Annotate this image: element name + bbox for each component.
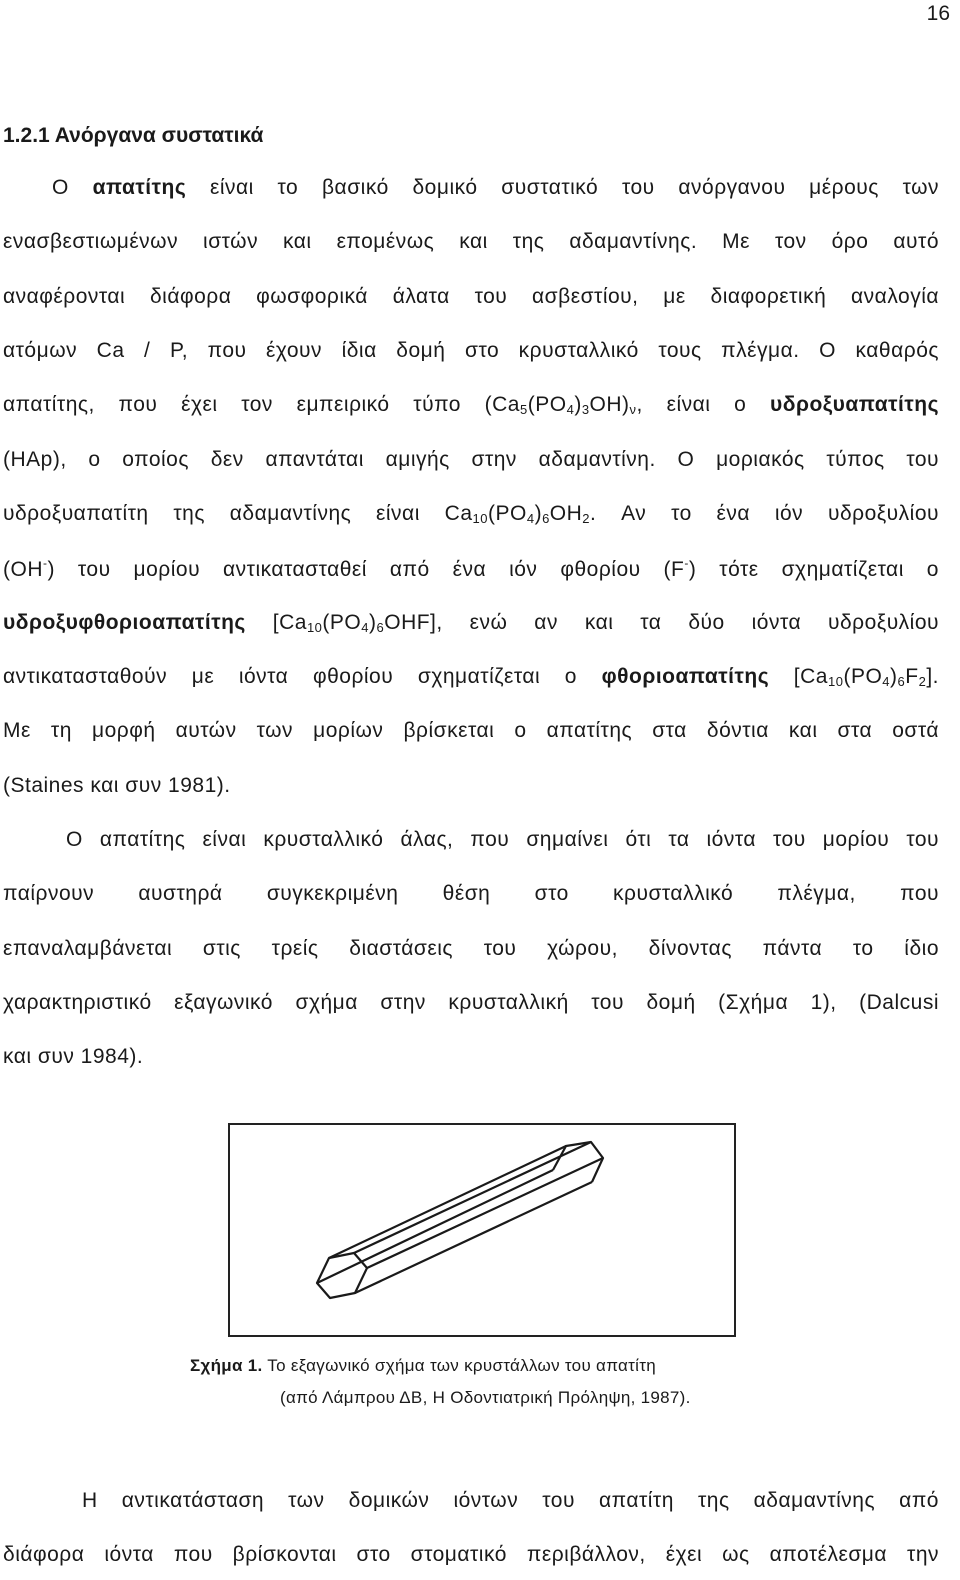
term-hydroxyfluorapatite: υδροξυφθοριοαπατίτης	[3, 611, 246, 634]
paragraph-2-line-3: επαναλαμβάνεται στις τρείς διαστάσεις του χώρου, δίνοντας πάντα το ίδιο	[3, 937, 939, 960]
figure-label: Σχήμα 1.	[190, 1356, 263, 1375]
crystal-edge	[317, 1170, 553, 1283]
figure-frame	[228, 1123, 736, 1337]
paragraph-1-line-5: απατίτης, που έχει τον εμπειρικό τύπο $(Ca_5(PO_4)_3OH)_\nu$, είναι ο υδροξυαπατίτης	[3, 393, 939, 417]
page-number: 16	[926, 2, 950, 25]
paragraph-2-line-4: χαρακτηριστικό εξαγωνικό σχήμα στην κρυσταλλική του δομή (Σχήμα 1), (Dalcusi	[3, 991, 939, 1014]
crystal-edge	[354, 1142, 591, 1253]
paragraph-1-line-7: υδροξυαπατίτη της αδαμαντίνης είναι $Ca_{10}(PO_4)_6OH_2$. Αν το ένα ιόν υδροξυλίου	[3, 502, 939, 526]
paragraph-1-line-12: (Staines και συν 1981).	[3, 774, 231, 797]
paragraph-2-line-2: παίρνουν αυστηρά συγκεκριμένη θέση στο κρυσταλλικό πλέγμα, που	[3, 882, 939, 905]
section-heading: 1.2.1 Ανόργανα συστατικά	[3, 124, 264, 147]
hexagonal-crystal-illustration	[230, 1125, 734, 1335]
paragraph-3-line-2: διάφορα ιόντα που βρίσκονται στο στοματικό περιβάλλον, έχει ως αποτέλεσμα την	[3, 1543, 939, 1566]
paragraph-3-line-1: Η αντικατάσταση των δομικών ιόντων του απατίτη της αδαμαντίνης από	[82, 1489, 939, 1512]
figure-caption-source: (από Λάμπρου ΔΒ, Η Οδοντιατρική Πρόληψη, 1987).	[280, 1388, 691, 1407]
paragraph-1-line-6: (HAp), ο οποίος δεν απαντάται αμιγής στην αδαμαντίνη. Ο μοριακός τύπος του	[3, 448, 939, 471]
paragraph-2-line-1: Ο απατίτης είναι κρυσταλλικό άλας, που σημαίνει ότι τα ιόντα του μορίου του	[66, 828, 939, 851]
figure-caption: Σχήμα 1. Το εξαγωνικό σχήμα των κρυστάλλων του απατίτη	[190, 1356, 656, 1375]
paragraph-1-line-3: αναφέρονται διάφορα φωσφορικά άλατα του ασβεστίου, με διαφορετική αναλογία	[3, 285, 939, 308]
crystal-edge	[367, 1158, 603, 1268]
crystal-edge	[355, 1182, 592, 1293]
paragraph-1-line-9: υδροξυφθοριοαπατίτης $[Ca_{10}(PO_4)_6OHF]$, ενώ αν και τα δύο ιόντα υδροξυλίου	[3, 611, 940, 635]
paragraph-1-line-1: Ο απατίτης είναι το βασικό δομικό συστατικό του ανόργανου μέρους των	[52, 176, 940, 199]
term-apatite: απατίτης	[92, 176, 187, 199]
term-fluorapatite: φθοριοαπατίτης	[601, 665, 770, 688]
paragraph-1-line-8: (OH-) του μορίου αντικατασταθεί από ένα ιόν φθορίου (F-) τότε σχηματίζεται ο	[3, 556, 939, 581]
paragraph-2-line-5: και συν 1984).	[3, 1045, 144, 1068]
paragraph-1-line-4: ατόμων Ca / P, που έχουν ίδια δομή στο κρυσταλλικό τους πλέγμα. Ο καθαρός	[3, 339, 939, 362]
paragraph-1-line-11: Με τη μορφή αυτών των μορίων βρίσκεται ο απατίτης στα δόντια και στα οστά	[3, 719, 939, 742]
term-hydroxyapatite: υδροξυαπατίτης	[770, 393, 939, 416]
paragraph-1-line-10: αντικατασταθούν με ιόντα φθορίου σχηματίζεται ο φθοριοαπατίτης $[Ca_{10}(PO_4)_6F_2]$.	[3, 665, 939, 689]
paragraph-1-line-2: ενασβεστιωμένων ιστών και επομένως και της αδαμαντίνης. Με τον όρο αυτό	[3, 230, 939, 253]
crystal-edge	[329, 1146, 566, 1258]
